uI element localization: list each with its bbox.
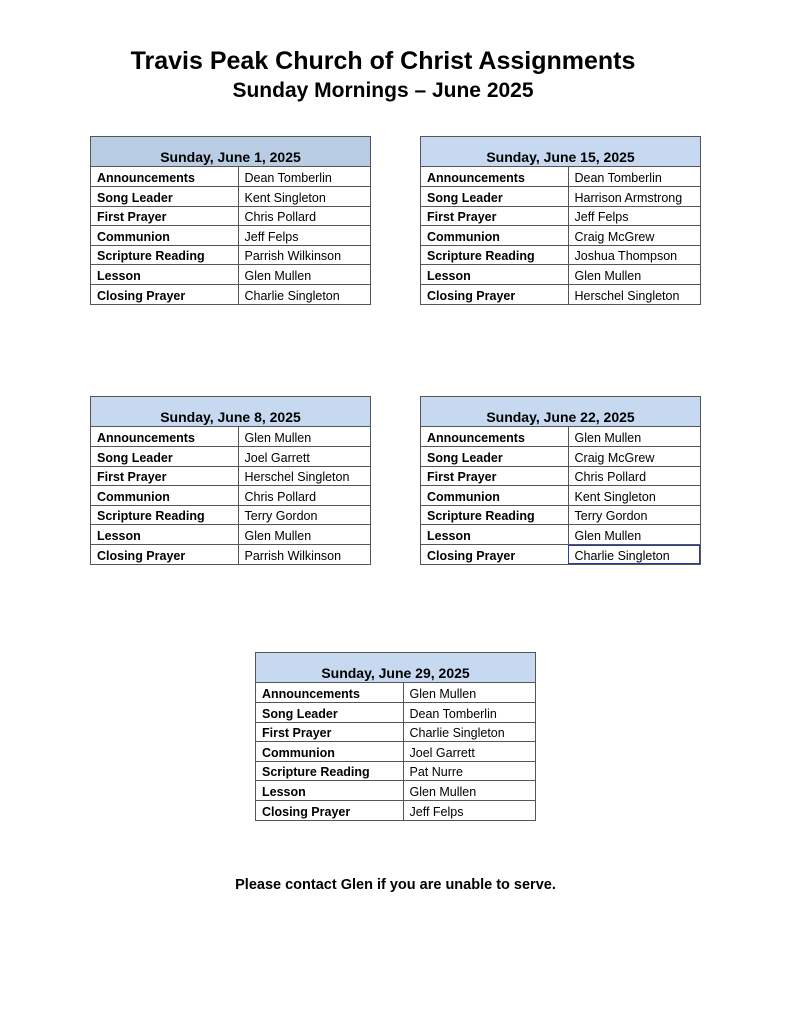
- table-row: [91, 187, 370, 207]
- role-cell[interactable]: Closing Prayer: [421, 285, 568, 305]
- assignment-table: [91, 427, 370, 564]
- table-row: [256, 781, 535, 801]
- name-cell[interactable]: Charlie Singleton: [238, 285, 370, 305]
- role-cell[interactable]: Announcements: [91, 427, 238, 447]
- role-cell[interactable]: First Prayer: [421, 206, 568, 226]
- role-cell[interactable]: Announcements: [421, 427, 568, 447]
- name-cell[interactable]: Pat Nurre: [403, 761, 535, 781]
- table-row: [421, 447, 700, 467]
- table-row: [256, 683, 535, 703]
- table-row: [91, 206, 370, 226]
- role-cell[interactable]: Song Leader: [421, 187, 568, 207]
- role-cell[interactable]: First Prayer: [421, 466, 568, 486]
- role-cell[interactable]: Song Leader: [91, 447, 238, 467]
- schedule-heading: Sunday, June 1, 2025: [91, 137, 370, 167]
- table-row: [421, 525, 700, 545]
- table-row: [421, 486, 700, 506]
- name-cell[interactable]: Dean Tomberlin: [574, 171, 662, 186]
- name-cell[interactable]: Joshua Thompson: [568, 245, 700, 265]
- table-row: [421, 226, 700, 246]
- role-cell[interactable]: Lesson: [91, 525, 238, 545]
- assignment-table: [256, 683, 535, 820]
- role-cell[interactable]: Communion: [256, 742, 403, 762]
- assignment-table: [421, 167, 700, 304]
- name-cell[interactable]: Joel Garrett: [403, 742, 535, 762]
- schedule-june-1: [90, 136, 371, 305]
- name-cell[interactable]: Herschel Singleton: [568, 285, 700, 305]
- name-cell[interactable]: Kent Singleton: [568, 486, 700, 506]
- table-row: [91, 427, 370, 447]
- name-cell[interactable]: Chris Pollard: [238, 486, 370, 506]
- table-row: [256, 722, 535, 742]
- table-row: [256, 742, 535, 762]
- table-row: [91, 226, 370, 246]
- role-cell[interactable]: Lesson: [91, 265, 238, 285]
- role-cell[interactable]: First Prayer: [91, 206, 238, 226]
- table-row: [256, 801, 535, 821]
- role-cell[interactable]: Lesson: [421, 525, 568, 545]
- table-row: [91, 486, 370, 506]
- name-cell[interactable]: Glen Mullen: [568, 265, 700, 285]
- table-row: [91, 466, 370, 486]
- name-cell[interactable]: Craig McGrew: [568, 447, 700, 467]
- role-cell[interactable]: Song Leader: [256, 703, 403, 723]
- name-cell[interactable]: Parrish Wilkinson: [238, 245, 370, 265]
- name-cell[interactable]: Glen Mullen: [574, 431, 642, 446]
- table-row: [421, 265, 700, 285]
- role-cell[interactable]: Communion: [91, 486, 238, 506]
- schedule-heading: Sunday, June 8, 2025: [91, 397, 370, 427]
- role-cell[interactable]: Closing Prayer: [91, 285, 238, 305]
- name-cell[interactable]: Glen Mullen: [409, 687, 477, 702]
- role-cell[interactable]: Scripture Reading: [421, 245, 568, 265]
- name-cell[interactable]: Harrison Armstrong: [568, 187, 700, 207]
- table-row: [91, 245, 370, 265]
- role-cell[interactable]: Closing Prayer: [256, 801, 403, 821]
- role-cell[interactable]: Communion: [421, 486, 568, 506]
- name-cell[interactable]: Kent Singleton: [238, 187, 370, 207]
- name-cell[interactable]: Charlie Singleton: [403, 722, 535, 742]
- name-cell[interactable]: Terry Gordon: [568, 505, 700, 525]
- role-cell[interactable]: Announcements: [256, 683, 403, 703]
- name-cell[interactable]: Terry Gordon: [238, 505, 370, 525]
- table-row: [421, 466, 700, 486]
- schedule-heading: Sunday, June 15, 2025: [421, 137, 700, 167]
- role-cell[interactable]: Song Leader: [421, 447, 568, 467]
- role-cell[interactable]: Scripture Reading: [421, 505, 568, 525]
- name-cell[interactable]: Jeff Felps: [238, 226, 370, 246]
- assignment-table: [421, 427, 700, 564]
- table-row: [91, 285, 370, 305]
- table-row: [256, 703, 535, 723]
- name-cell[interactable]: Jeff Felps: [403, 801, 535, 821]
- role-cell[interactable]: First Prayer: [256, 722, 403, 742]
- role-cell[interactable]: Announcements: [91, 167, 238, 187]
- schedule-june-15: [420, 136, 701, 305]
- table-row: [421, 245, 700, 265]
- name-cell[interactable]: Glen Mullen: [238, 265, 370, 285]
- table-row: [421, 505, 700, 525]
- schedule-june-29: [255, 652, 536, 821]
- table-row: [421, 187, 700, 207]
- table-row: [256, 761, 535, 781]
- name-cell[interactable]: Chris Pollard: [238, 206, 370, 226]
- name-cell[interactable]: Chris Pollard: [568, 466, 700, 486]
- name-cell[interactable]: Glen Mullen: [403, 781, 535, 801]
- assignment-table: [91, 167, 370, 304]
- role-cell[interactable]: Lesson: [421, 265, 568, 285]
- role-cell[interactable]: Closing Prayer: [421, 545, 568, 565]
- name-cell[interactable]: Glen Mullen: [568, 525, 700, 545]
- name-cell[interactable]: Herschel Singleton: [238, 466, 370, 486]
- table-row: [91, 545, 370, 565]
- role-cell[interactable]: Closing Prayer: [91, 545, 238, 565]
- role-cell[interactable]: Scripture Reading: [91, 245, 238, 265]
- schedule-heading: Sunday, June 22, 2025: [421, 397, 700, 427]
- name-cell[interactable]: Parrish Wilkinson: [238, 545, 370, 565]
- name-cell[interactable]: Craig McGrew: [568, 226, 700, 246]
- table-row: [91, 265, 370, 285]
- table-row: [91, 447, 370, 467]
- name-cell[interactable]: Glen Mullen: [238, 525, 370, 545]
- name-cell[interactable]: Joel Garrett: [238, 447, 370, 467]
- role-cell[interactable]: Song Leader: [91, 187, 238, 207]
- table-row: [421, 427, 700, 447]
- table-row: [421, 545, 700, 565]
- table-row: [91, 505, 370, 525]
- name-cell-selected[interactable]: Charlie Singleton: [568, 545, 700, 565]
- name-cell[interactable]: Glen Mullen: [244, 431, 312, 446]
- schedule-heading: Sunday, June 29, 2025: [256, 653, 535, 683]
- role-cell[interactable]: First Prayer: [91, 466, 238, 486]
- role-cell[interactable]: Announcements: [421, 167, 568, 187]
- table-row: [421, 206, 700, 226]
- role-cell[interactable]: Communion: [421, 226, 568, 246]
- role-cell[interactable]: Communion: [91, 226, 238, 246]
- role-cell[interactable]: Scripture Reading: [256, 761, 403, 781]
- role-cell[interactable]: Lesson: [256, 781, 403, 801]
- table-row: [421, 167, 700, 187]
- schedule-june-22: [420, 396, 701, 565]
- table-row: [91, 525, 370, 545]
- name-cell[interactable]: Dean Tomberlin: [403, 703, 535, 723]
- page-subtitle: Sunday Mornings – June 2025: [232, 79, 534, 102]
- role-cell[interactable]: Scripture Reading: [91, 505, 238, 525]
- table-row: [421, 285, 700, 305]
- name-cell[interactable]: Dean Tomberlin: [244, 171, 332, 186]
- page-title: Travis Peak Church of Christ Assignments: [130, 47, 636, 75]
- schedule-june-8: [90, 396, 371, 565]
- name-cell[interactable]: Jeff Felps: [568, 206, 700, 226]
- table-row: [91, 167, 370, 187]
- contact-note: Please contact Glen if you are unable to serve.: [235, 877, 556, 893]
